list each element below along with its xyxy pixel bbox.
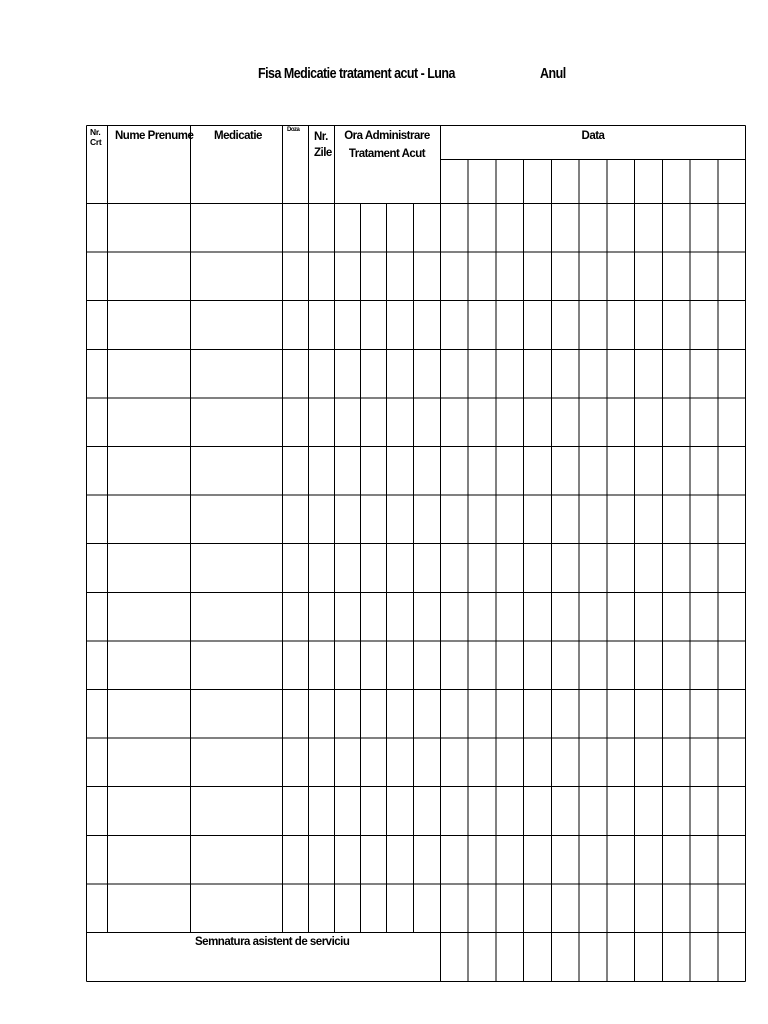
header-medicatie: Medicatie (214, 130, 262, 142)
year-label: Anul (540, 66, 566, 82)
header-ora-administrare: Ora Administrare Tratament Acut (344, 130, 430, 160)
document-title: Fisa Medicatie tratament acut - Luna (258, 66, 455, 82)
header-doza: Doza (287, 127, 300, 133)
header-nume-prenume: Nume Prenume (115, 130, 194, 142)
header-nr-zile: Nr. Zile (314, 131, 332, 159)
footer-signature-label: Semnatura asistent de serviciu (195, 936, 350, 948)
header-nr-crt: Nr. Crt (90, 127, 102, 147)
header-data: Data (581, 130, 605, 142)
